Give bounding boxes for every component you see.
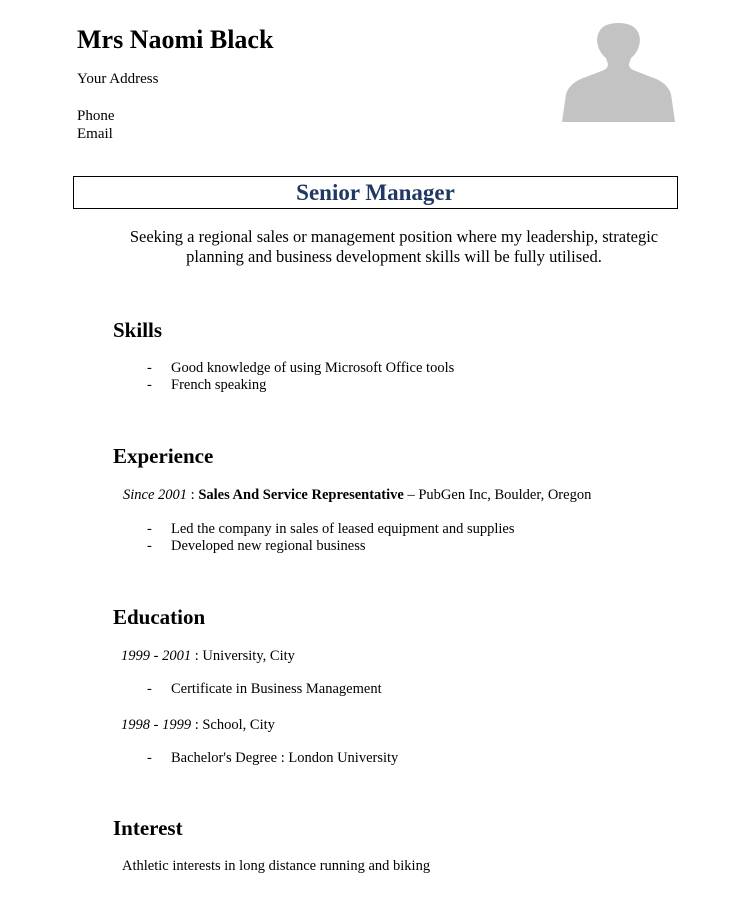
education-period: 1998 - 1999 bbox=[121, 717, 192, 733]
experience-bullet: - Developed new regional business bbox=[147, 538, 366, 554]
person-silhouette-icon bbox=[562, 22, 675, 122]
experience-entry: Since 2001 : Sales And Service Representative – PubGen Inc, Boulder, Oregon bbox=[123, 487, 592, 503]
experience-bullet: - Led the company in sales of leased equipment and supplies bbox=[147, 521, 515, 537]
skill-item: - Good knowledge of using Microsoft Office tools bbox=[147, 360, 455, 376]
education-detail: : University, City bbox=[191, 648, 295, 664]
interest-text: Athletic interests in long distance running and biking bbox=[122, 858, 431, 874]
interest-heading: Interest bbox=[113, 816, 183, 840]
education-bullet: - Certificate in Business Management bbox=[147, 681, 382, 697]
experience-role: Sales And Service Representative bbox=[198, 487, 404, 503]
email-text: Email bbox=[77, 126, 113, 142]
education-heading: Education bbox=[113, 605, 206, 629]
education-period: 1999 - 2001 bbox=[121, 648, 192, 664]
experience-period: Since 2001 bbox=[123, 487, 188, 503]
skills-heading: Skills bbox=[113, 318, 163, 342]
objective-statement: Seeking a regional sales or management position where my leadership, strategic planning and business development skills will be fully utilised. bbox=[129, 227, 659, 266]
job-title: Senior Manager bbox=[296, 180, 455, 205]
experience-company: – PubGen Inc, Boulder, Oregon bbox=[403, 487, 592, 503]
education-entry bbox=[121, 716, 275, 734]
education-detail: : School, City bbox=[191, 717, 275, 733]
skill-item: - French speaking bbox=[147, 377, 267, 393]
address-text: Your Address bbox=[77, 71, 159, 87]
phone-text: Phone bbox=[77, 108, 115, 124]
job-title-box bbox=[73, 176, 678, 209]
experience-heading: Experience bbox=[113, 444, 214, 468]
education-bullet: - Bachelor's Degree : London University bbox=[147, 750, 399, 766]
education-entry bbox=[121, 647, 295, 665]
candidate-name: Mrs Naomi Black bbox=[77, 25, 274, 54]
